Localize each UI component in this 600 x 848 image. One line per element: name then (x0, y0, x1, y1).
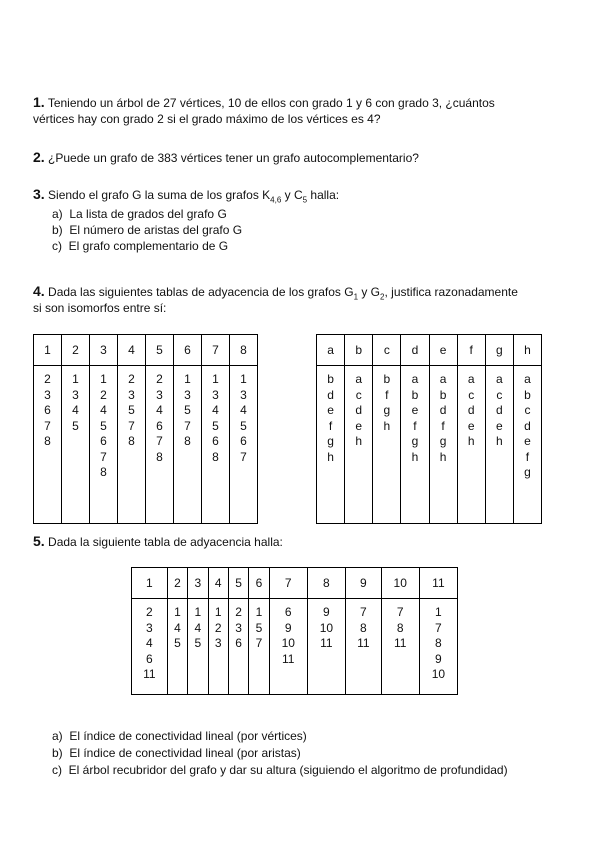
adjacent-vertex: 11 (143, 667, 156, 681)
adjacent-vertex: h (355, 434, 363, 448)
column-header: 3 (90, 335, 118, 366)
adjacency-table-g1 (33, 334, 258, 524)
adjacent-vertex: 3 (44, 387, 51, 402)
adjacency-list-cell (146, 366, 174, 524)
question-5-item-b (52, 745, 301, 761)
item-label: a) (52, 207, 63, 221)
question-4-number: 4. (33, 283, 45, 299)
question-2-number: 2. (33, 149, 45, 165)
question-3-item-b (52, 222, 242, 238)
adjacency-list-cell (269, 599, 307, 695)
adjacent-vertex: 1 (255, 605, 263, 619)
item-label: c) (52, 763, 62, 777)
adjacent-vertex: h (467, 434, 475, 448)
question-1-number: 1. (33, 94, 45, 110)
adjacent-vertex: 7 (44, 418, 51, 433)
adjacency-list-cell (118, 366, 146, 524)
adjacent-vertex: 11 (357, 636, 370, 650)
item-text: La lista de grados del grafo G (69, 207, 227, 221)
adjacent-vertex: 8 (396, 620, 404, 635)
column-header: g (485, 335, 513, 366)
adjacent-vertex: 7 (396, 605, 404, 619)
question-3-item-c (52, 238, 228, 254)
adjacent-vertex: 3 (146, 620, 153, 635)
question-4-g2-subscript: 2 (380, 292, 385, 302)
adjacent-vertex: d (327, 387, 334, 402)
adjacency-list-cell (345, 366, 373, 524)
adjacent-vertex: d (524, 418, 531, 433)
adjacent-vertex: 5 (255, 620, 263, 635)
column-header: 2 (167, 568, 187, 599)
adjacent-vertex: c (355, 387, 362, 402)
adjacency-list-cell (90, 366, 118, 524)
question-3-number: 3. (33, 186, 45, 202)
adjacency-list-cell (34, 366, 62, 524)
adjacent-vertex: b (383, 372, 391, 386)
adjacent-vertex: 7 (255, 636, 263, 650)
question-4-text-before: Dada las siguientes tablas de adyacencia de los grafos G (48, 285, 354, 299)
adjacent-vertex: 2 (44, 372, 51, 386)
column-header: 8 (230, 335, 258, 366)
adjacent-vertex: 5 (100, 418, 107, 433)
adjacent-vertex: e (495, 418, 503, 433)
column-header: 1 (132, 568, 168, 599)
adjacent-vertex: 9 (323, 605, 330, 619)
adjacent-vertex: 2 (128, 372, 135, 386)
adjacent-vertex: 7 (100, 449, 107, 464)
adjacent-vertex: 7 (156, 434, 163, 448)
adjacent-vertex: d (467, 403, 475, 417)
adjacent-vertex: 10 (319, 620, 334, 635)
adjacent-vertex: d (355, 403, 363, 417)
adjacency-list-cell (419, 599, 457, 695)
adjacent-vertex: 7 (435, 620, 442, 635)
adjacent-vertex: 6 (284, 605, 292, 619)
column-header: e (429, 335, 457, 366)
adjacency-list-cell (381, 599, 419, 695)
adjacent-vertex: 11 (393, 636, 407, 650)
adjacency-list-cell (249, 599, 269, 695)
adjacent-vertex: 3 (235, 620, 242, 635)
adjacent-vertex: h (495, 434, 503, 448)
column-header: 10 (381, 568, 419, 599)
adjacent-vertex: 3 (212, 387, 219, 402)
column-header: 5 (146, 335, 174, 366)
column-header: d (401, 335, 429, 366)
adjacent-vertex: 2 (214, 620, 222, 635)
adjacent-vertex: 4 (174, 620, 181, 635)
adjacent-vertex: 1 (194, 605, 202, 619)
adjacent-vertex: h (383, 418, 391, 433)
adjacent-vertex: 1 (100, 372, 107, 386)
question-4-text-mid: y G (358, 285, 381, 299)
question-2-text: ¿Puede un grafo de 383 vértices tener un grafo autocomplementario? (48, 151, 419, 165)
adjacent-vertex: 1 (184, 372, 191, 386)
adjacent-vertex: g (524, 465, 531, 479)
adjacent-vertex: 2 (156, 372, 163, 386)
adjacent-vertex: c (496, 387, 503, 402)
column-header: 7 (202, 335, 230, 366)
question-3-text-before: Siendo el grafo G la suma de los grafos K (48, 188, 271, 202)
adjacency-table-q5 (131, 567, 458, 695)
adjacent-vertex: 1 (240, 372, 247, 386)
adjacent-vertex: 8 (128, 434, 135, 448)
column-header: a (317, 335, 345, 366)
column-header: 3 (188, 568, 208, 599)
column-header: 11 (419, 568, 457, 599)
adjacent-vertex: 8 (184, 434, 191, 448)
column-header: 9 (345, 568, 381, 599)
adjacent-vertex: 4 (156, 403, 163, 417)
adjacent-vertex: e (327, 403, 334, 417)
adjacent-vertex: 1 (174, 605, 181, 619)
column-header: f (457, 335, 485, 366)
adjacent-vertex: 3 (240, 387, 247, 402)
question-3-c-subscript: 5 (302, 195, 308, 205)
adjacent-vertex: 4 (146, 636, 153, 650)
adjacent-vertex: 10 (281, 636, 295, 650)
column-header: c (373, 335, 401, 366)
adjacent-vertex: g (411, 434, 419, 448)
adjacent-vertex: e (411, 403, 419, 417)
adjacent-vertex: 1 (435, 605, 442, 619)
adjacent-vertex: f (525, 449, 530, 464)
adjacency-list-cell (307, 599, 345, 695)
adjacency-list-cell (485, 366, 513, 524)
adjacent-vertex: a (411, 372, 419, 386)
adjacent-vertex: 7 (240, 449, 247, 464)
adjacent-vertex: 6 (235, 636, 242, 650)
adjacent-vertex: 4 (194, 620, 202, 635)
column-header: 4 (118, 335, 146, 366)
adjacent-vertex: a (495, 372, 503, 386)
item-label: c) (52, 239, 62, 253)
adjacent-vertex: d (439, 403, 447, 417)
column-header: h (513, 335, 541, 366)
adjacent-vertex: 1 (72, 372, 79, 386)
adjacent-vertex: 4 (72, 403, 79, 417)
adjacent-vertex: 6 (240, 434, 247, 448)
question-4-line2: si son isomorfos entre sí: (33, 301, 167, 315)
column-header: 6 (249, 568, 269, 599)
adjacent-vertex: 5 (174, 636, 181, 650)
adjacent-vertex: b (411, 387, 419, 402)
adjacent-vertex: 9 (284, 620, 292, 635)
adjacent-vertex: 3 (156, 387, 163, 402)
question-5-item-c (52, 762, 508, 778)
adjacency-list-cell (230, 366, 258, 524)
adjacent-vertex: 3 (214, 636, 222, 650)
column-header: 5 (228, 568, 248, 599)
adjacent-vertex: d (495, 403, 503, 417)
adjacent-vertex: 4 (240, 403, 247, 417)
adjacent-vertex: g (383, 403, 391, 417)
adjacent-vertex: 3 (184, 387, 191, 402)
adjacent-vertex: 2 (100, 387, 107, 402)
adjacent-vertex: 6 (212, 434, 219, 448)
adjacency-list-cell (228, 599, 248, 695)
question-2 (33, 149, 419, 166)
adjacency-list-cell (429, 366, 457, 524)
adjacent-vertex: 9 (435, 651, 442, 666)
adjacent-vertex: e (524, 434, 531, 448)
column-header: 1 (34, 335, 62, 366)
adjacent-vertex: f (385, 387, 389, 402)
adjacent-vertex: b (327, 372, 334, 386)
adjacent-vertex: 5 (194, 636, 202, 650)
adjacent-vertex: g (439, 434, 447, 448)
adjacent-vertex: 8 (212, 449, 219, 464)
adjacent-vertex: 1 (214, 605, 222, 619)
adjacent-vertex: 5 (212, 418, 219, 433)
adjacent-vertex: h (411, 449, 419, 464)
question-1-line2: vértices hay con grado 2 si el grado máximo de los vértices es 4? (33, 112, 381, 126)
adjacent-vertex: 3 (128, 387, 135, 402)
adjacent-vertex: e (355, 418, 363, 433)
adjacent-vertex: b (439, 387, 447, 402)
adjacent-vertex: h (439, 449, 447, 464)
question-1 (33, 94, 495, 111)
adjacent-vertex: a (355, 372, 363, 386)
adjacent-vertex: 7 (359, 605, 367, 619)
adjacency-list-cell (208, 599, 228, 695)
item-text: El índice de conectividad lineal (por aristas) (69, 746, 301, 760)
item-text: El índice de conectividad lineal (por vértices) (69, 729, 307, 743)
adjacent-vertex: 8 (156, 449, 163, 464)
adjacent-vertex: a (467, 372, 475, 386)
item-text: El número de aristas del grafo G (69, 223, 243, 237)
adjacent-vertex: 5 (184, 403, 191, 417)
question-3-text-after: halla: (307, 188, 340, 202)
adjacent-vertex: 11 (282, 651, 295, 666)
adjacency-list-cell (317, 366, 345, 524)
adjacent-vertex: 11 (320, 636, 333, 650)
adjacency-list-cell (401, 366, 429, 524)
adjacent-vertex: 8 (359, 620, 367, 635)
adjacent-vertex: 5 (72, 418, 79, 433)
adjacent-vertex: c (524, 403, 531, 417)
adjacent-vertex: 6 (146, 651, 153, 666)
adjacency-list-cell (132, 599, 168, 695)
column-header: 7 (269, 568, 307, 599)
adjacent-vertex: 1 (212, 372, 219, 386)
question-5-number: 5. (33, 533, 45, 549)
adjacent-vertex: 7 (128, 418, 135, 433)
question-3-item-a (52, 206, 227, 222)
adjacent-vertex: b (524, 387, 531, 402)
question-4-text-after: , justifica razonadamente (384, 285, 518, 299)
question-5 (33, 533, 283, 550)
adjacency-list-cell (457, 366, 485, 524)
item-label: a) (52, 729, 63, 743)
adjacent-vertex: 6 (100, 434, 107, 448)
adjacent-vertex: 2 (146, 605, 153, 619)
adjacent-vertex: c (468, 387, 475, 402)
column-header: b (345, 335, 373, 366)
column-header: 8 (307, 568, 345, 599)
question-1-line1: Teniendo un árbol de 27 vértices, 10 de ellos con grado 1 y 6 con grado 3, ¿cuántos (47, 96, 495, 110)
adjacent-vertex: 6 (156, 418, 163, 433)
adjacent-vertex: 6 (44, 403, 51, 417)
adjacent-vertex: a (439, 372, 447, 386)
question-3-k-subscript: 4,6 (270, 195, 282, 205)
adjacent-vertex: e (467, 418, 475, 433)
adjacent-vertex: 5 (128, 403, 135, 417)
adjacency-list-cell (202, 366, 230, 524)
adjacency-list-cell (62, 366, 90, 524)
item-label: b) (52, 746, 63, 760)
adjacent-vertex: 2 (235, 605, 242, 619)
adjacent-vertex: 3 (72, 387, 79, 402)
item-text: El grafo complementario de G (68, 239, 229, 253)
adjacency-list-cell (167, 599, 187, 695)
adjacent-vertex: f (328, 418, 333, 433)
adjacent-vertex: f (413, 418, 417, 433)
adjacent-vertex: g (327, 434, 334, 448)
column-header: 4 (208, 568, 228, 599)
adjacency-list-cell (373, 366, 401, 524)
question-4-g1-subscript: 1 (353, 292, 359, 302)
adjacent-vertex: 5 (240, 418, 247, 433)
adjacency-list-cell (345, 599, 381, 695)
item-label: b) (52, 223, 63, 237)
adjacent-vertex: h (327, 449, 334, 464)
item-text: El árbol recubridor del grafo y dar su altura (siguiendo el algoritmo de profundidad) (68, 763, 508, 777)
column-header: 2 (62, 335, 90, 366)
adjacent-vertex: a (524, 372, 531, 386)
adjacent-vertex: f (441, 418, 445, 433)
adjacent-vertex: 4 (212, 403, 219, 417)
adjacent-vertex: 7 (184, 418, 191, 433)
adjacent-vertex: 8 (100, 465, 107, 479)
adjacent-vertex: 4 (100, 403, 107, 417)
adjacency-table-g2 (316, 334, 542, 524)
adjacency-list-cell (513, 366, 541, 524)
question-3-text-mid: y C (281, 188, 303, 202)
adjacent-vertex: 8 (44, 434, 51, 448)
adjacency-list-cell (188, 599, 208, 695)
adjacent-vertex: 8 (435, 636, 442, 650)
question-5-text: Dada la siguiente tabla de adyacencia halla: (48, 535, 283, 549)
adjacent-vertex: 10 (431, 667, 446, 681)
adjacency-list-cell (174, 366, 202, 524)
question-5-item-a (52, 728, 307, 744)
column-header: 6 (174, 335, 202, 366)
